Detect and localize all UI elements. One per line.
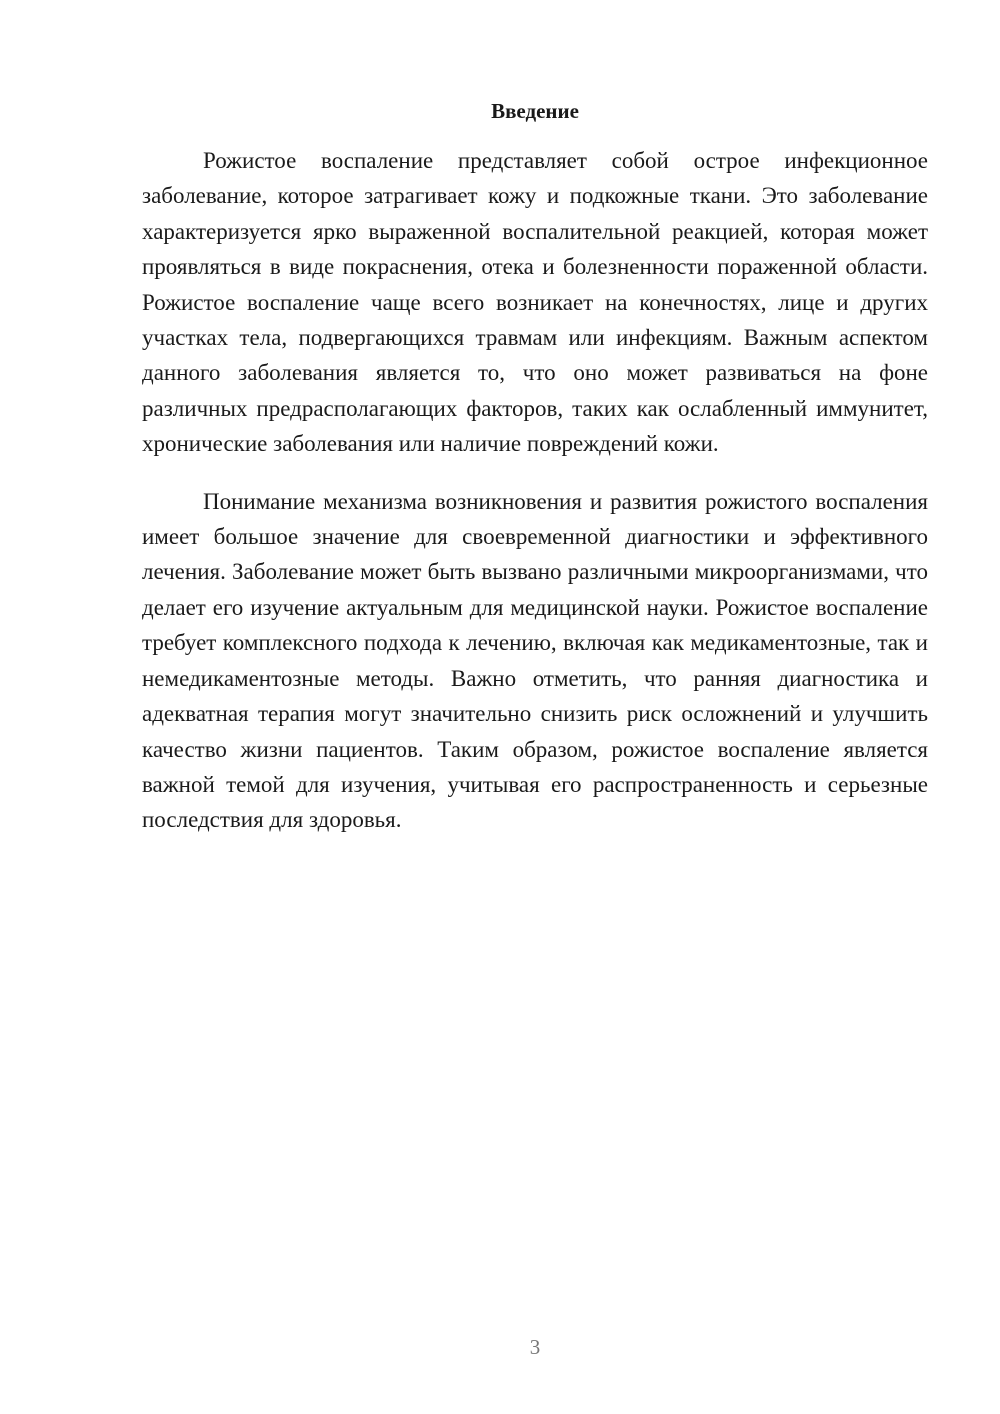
section-title: Введение (491, 99, 579, 123)
paragraph-2: Понимание механизма возникновения и развития рожистого воспаления имеет большое значение для своевременной диагностики и эффективного лечения. Заболевание может быть вызвано различными микроорганизмами, что делает его изучение актуальным для медицинской науки. Рожистое воспаление требует комплексного подхода к лечению, включая как медикаментозные, так и немедикаментозные методы. Важно отметить, что ранняя диагностика и адекватная терапия могут значительно снизить риск осложнений и улучшить качество жизни пациентов. Таким образом, рожистое воспаление является важной темой для изучения, учитывая его распространенность и серьезные последствия для здоровья. (142, 488, 928, 833)
page-number: 3 (529, 1335, 541, 1359)
body-text (142, 143, 928, 838)
paragraph-1: Рожистое воспаление представляет собой острое инфекционное заболевание, которое затрагивает кожу и подкожные ткани. Это заболевание характеризуется ярко выраженной воспалительной реакцией, которая может проявляться в виде покраснения, отека и болезненности пораженной области. Рожистое воспаление чаще всего возникает на конечностях, лице и других участках тела, подвергающихся травмам или инфекциям. Важным аспектом данного заболевания является то, что оно может развиваться на фоне различных предрасполагающих факторов, таких как ослабленный иммунитет, хронические заболевания или наличие повреждений кожи. (142, 148, 928, 457)
